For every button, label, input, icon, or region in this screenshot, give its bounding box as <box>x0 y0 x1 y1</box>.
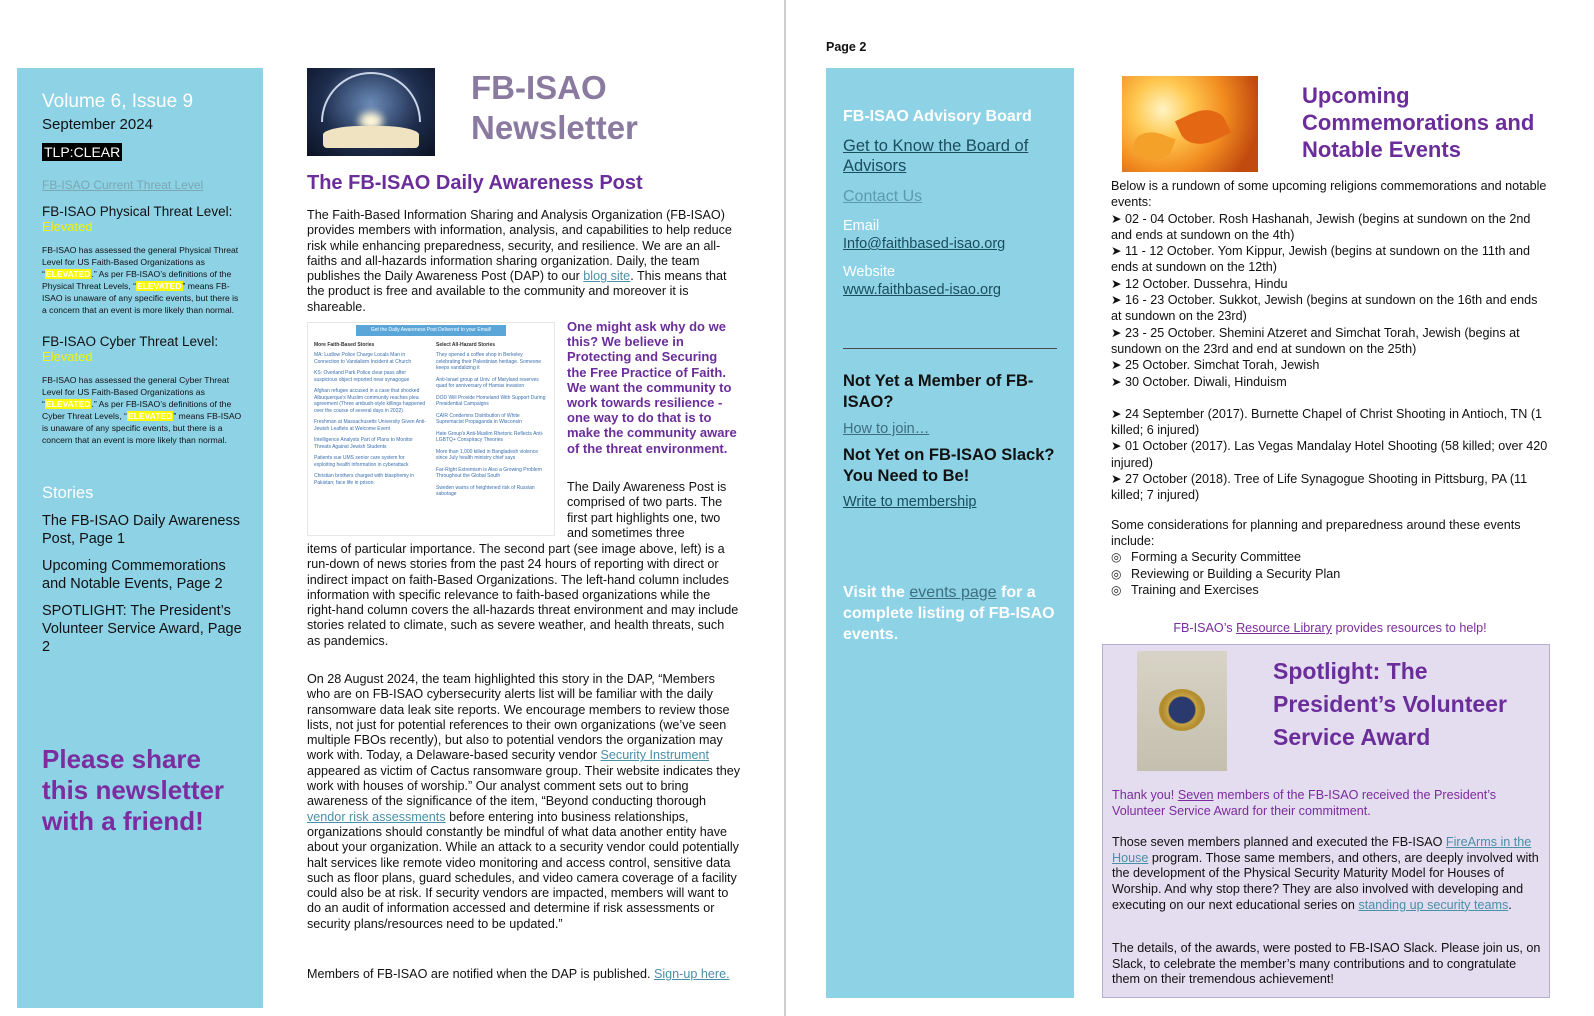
newsletter-logo-image <box>307 68 435 156</box>
signup-paragraph <box>307 967 741 982</box>
dap-story: More than 1,000 killed in Bangladesh violence since July health ministry chief says <box>436 448 539 461</box>
contact-us-link[interactable]: Contact Us <box>843 188 923 205</box>
tlp-badge: TLP:CLEAR <box>44 144 121 160</box>
intro-paragraph <box>307 208 741 315</box>
story-item: The FB-ISAO Daily Awareness Post, Page 1 <box>42 513 240 547</box>
text: provides resources to help! <box>1331 621 1487 635</box>
desc-text: ” means FB-ISAO is unaware of any specific events, but there is a concern that an event is more likely than normal. <box>42 281 239 315</box>
event-item: ➤ 16 - 23 October. Sukkot, Jewish (begins at sundown on the 16th and ends at sundown on the 23rd) <box>1111 293 1538 324</box>
slack-heading: Not Yet on FB-ISAO Slack? You Need to Be! <box>843 446 1055 485</box>
target-check-icon: ◎ <box>1111 550 1122 565</box>
physical-threat-description <box>42 244 245 316</box>
dap-story: They opened a coffee shop in Berkeley celebrating their Palestinian heritage. Someone keeps vandalizing it <box>436 352 542 371</box>
spotlight-heading: Spotlight: The President’s Volunteer Service Award <box>1273 658 1507 750</box>
blog-site-link[interactable]: blog site <box>583 269 631 284</box>
advisory-board-heading: FB-ISAO Advisory Board <box>843 108 1032 125</box>
dap-right-column <box>436 342 548 503</box>
dap-story: Sweden warns of heightened risk of Russian sabotage <box>436 484 535 497</box>
dap-banner: Get the Daily Awareness Post Delivered to your Email! <box>356 325 506 336</box>
dap-story: Patients sue UMS senior care system for exploiting health information in cyberattack <box>314 455 409 468</box>
text: On 28 August 2024, the team highlighted this story in the DAP, “Members who are on FB-ISAO cybersecurity alerts list will be familiar with the daily ransomware data leak site reports. We encourage members to review those lists, not just for potential references to their own organizations (we’ve seen multiple FBOs recently), but also to potential vendors the organization may work with. Today, a Delaware-based security vendor <box>307 672 730 763</box>
title-line: Newsletter <box>471 109 638 146</box>
page2-sidebar <box>826 68 1074 998</box>
page-divider <box>784 0 786 1016</box>
volume-issue: Volume 6, Issue 9 <box>42 91 194 112</box>
checklist-item <box>1111 549 1549 565</box>
security-teams-link[interactable]: standing up security teams <box>1358 897 1509 912</box>
dap-story: CAIR Condemns Distribution of White Supremacist Propaganda in Wisconsin <box>436 412 522 425</box>
dap-parts-paragraph-start: The Daily Awareness Post is comprised of two parts. The first part highlights one, two and sometimes three <box>567 480 727 540</box>
dap-story: Far-Right Extremism is Also a Growing Problem Throughout the Global South <box>436 466 542 479</box>
open-book-icon <box>323 126 419 148</box>
resource-library-link[interactable]: Resource Library <box>1236 621 1332 635</box>
event-item: ➤ 23 - 25 October. Shemini Atzeret and Simchat Torah, Jewish (begins at sundown on the 23rd and end at sundown on the 25th) <box>1111 325 1520 356</box>
event-item: ➤ 25 October. Simchat Torah, Jewish <box>1111 358 1320 373</box>
security-instrument-link[interactable]: Security Instrument <box>600 748 710 763</box>
medal-icon <box>1159 689 1205 731</box>
text: for a complete listing of FB-ISAO events. <box>843 584 1055 643</box>
dap-story: Freshman at Massachusetts University Given Anti-Jewish Leaflets at Welcome Event <box>314 419 426 432</box>
elevated-highlight: ELEVATED <box>45 399 91 409</box>
signup-link[interactable]: Sign-up here. <box>653 967 730 981</box>
event-item: ➤ 11 - 12 October. Yom Kippur, Jewish (begins at sundown on the 11th and ends at sundown on the 12th) <box>1111 244 1530 275</box>
considerations-intro: Some considerations for planning and preparedness around these events include: <box>1111 517 1521 548</box>
story-item: Upcoming Commemorations and Notable Events, Page 2 <box>42 558 226 592</box>
dap-parts-paragraph-rest: items of particular importance. The second part (see image above, left) is a run-down of news stories from the past 24 hours of reporting with direct or indirect impact on faith-Based Organizations. The left-hand column includes information with specific relevance to faith-based organizations while the right-hand column covers the all-hazards threat environment and may include stories related to climate, such as severe weather, and health threats, such as pandemics. <box>307 542 739 648</box>
dap-story: MA: Ludlow Police Charge Locals Man in Connection to Vandalism Incident at Church <box>314 352 412 365</box>
story-item: SPOTLIGHT: The President’s Volunteer Service Award, Page 2 <box>42 603 242 655</box>
thank-you-paragraph <box>1112 787 1542 819</box>
target-check-icon: ◎ <box>1111 582 1122 597</box>
firearms-in-the-house-link[interactable]: FireArms in the House <box>1112 835 1532 865</box>
text: before entering into business relationships, organizations should constantly be mindful of what data another entity have about your organization. While an attack to a security vendor could potentially halt services like remote video monitoring and access control, sensitive data such as floor plans, guard schedules, and video camera coverage of a facility could also be at risk. If security vendors are impacted, members will want to do an audit of information accessed and determine if risk assessments or security plans/resources need to be updated.” <box>307 809 739 931</box>
resource-library-note <box>1111 621 1549 635</box>
cyber-threat-heading <box>42 334 245 364</box>
membership-heading: Not Yet a Member of FB-ISAO? <box>843 372 1034 411</box>
spotlight-box <box>1102 644 1550 998</box>
leaf-icon <box>1130 126 1175 165</box>
website-label: Website <box>843 264 896 280</box>
email-label: Email <box>843 218 880 234</box>
text: Thank you! <box>1112 788 1178 802</box>
desc-text: FB-ISAO has assessed the general Physical Threat Level for US Faith-Based Organizations as “ <box>42 245 239 279</box>
cyber-threat-heading-text: FB-ISAO Cyber Threat Level: <box>42 334 219 349</box>
checklist-item <box>1111 582 1549 598</box>
text: The Faith-Based Information Sharing and Analysis Organization (FB-ISAO) provides members with information, analysis, and capabilities to help reduce risk while enhancing preparedness, security, and resilience. We are an all-faiths and all-hazards information sharing organization. Daily, the team publishes the Daily Awareness Post (DAP) to our <box>307 208 732 284</box>
desc-text: ” means FB-ISAO is unaware of any specific events, but there is a concern that an event is more likely than normal. <box>42 411 242 445</box>
share-newsletter: Please share this newsletter with a friend! <box>42 744 225 836</box>
checklist-text: Reviewing or Building a Security Plan <box>1131 566 1341 581</box>
upcoming-heading: Upcoming Commemorations and Notable Events <box>1302 83 1535 162</box>
checklist-item <box>1111 566 1549 582</box>
text: Visit the <box>843 584 910 601</box>
pull-quote: One might ask why do we this? We believe in Protecting and Securing the Free Practice of Faith. We want the community to work towards resilience - one way to do that is to make the community aware of the threat environment. <box>567 319 737 456</box>
leaf-icon <box>1175 102 1231 152</box>
anniversary-item: ➤ 01 October (2017). Las Vegas Mandalay Hotel Shooting (58 killed; over 420 injured) <box>1111 439 1548 470</box>
events-callout <box>843 582 1058 645</box>
page-number: Page 2 <box>826 40 867 54</box>
stories-heading: Stories <box>42 484 94 502</box>
dap-columns <box>314 342 548 503</box>
event-item: ➤ 30 October. Diwali, Hinduism <box>1111 374 1287 389</box>
text: Those seven members planned and executed the FB-ISAO <box>1112 835 1446 849</box>
text: Members of FB-ISAO are notified when the DAP is published. <box>307 967 654 981</box>
email-link[interactable]: Info@faithbased-isao.org <box>843 236 1006 252</box>
dap-right-heading: Select All-Hazard Stories <box>436 341 496 348</box>
dap-story: Afghan refugee accused in a case that shocked Albuquerque's Muslim community reaches plea agreement (Three ambush-style killings happened over the course of several days in 2022) <box>314 388 426 414</box>
event-item: ➤ 02 - 04 October. Rosh Hashanah, Jewish (begins at sundown on the 2nd and ends at sundown on the 4th) <box>1111 211 1531 242</box>
rundown-intro: Below is a rundown of some upcoming religions commemorations and notable events: <box>1111 179 1547 210</box>
dap-story: KS: Overland Park Police clear pass after suspicious object reported near synagogue <box>314 370 410 383</box>
text: appeared as victim of Cactus ransomware group. Their website indicates they work with houses of worship.” Our analyst comment sets out to bring awareness of the significance of the item, “Beyond conducting thorough <box>307 763 741 809</box>
write-to-membership-link[interactable]: Write to membership <box>843 494 977 510</box>
current-threat-level-link[interactable]: FB-ISAO Current Threat Level <box>42 178 204 192</box>
award-medal-image <box>1137 651 1227 771</box>
page1-sidebar <box>17 68 263 1008</box>
text: FB-ISAO’s <box>1173 621 1237 635</box>
desc-text: .” As per FB-ISAO’s definitions of the Cyber Threat Levels, “ <box>42 399 232 421</box>
dap-story: DOD Will Provide Homeland With Support During Presidential Campaigns <box>436 394 546 407</box>
elevated-highlight: ELEVATED <box>127 411 173 421</box>
dap-story: Intelligence Analysts Part of Plans to Monitor Threats Against Jewish Students <box>314 437 413 450</box>
section-heading: The FB-ISAO Daily Awareness Post <box>307 172 643 194</box>
dap-story: Anti-Israel group at Univ. of Maryland reserves quad for anniversary of Hamas invasion <box>436 376 539 389</box>
desc-text: .” As per FB-ISAO’s definitions of the Physical Threat Levels, “ <box>42 269 232 291</box>
dap-left-heading: More Faith-Based Stories <box>314 341 375 348</box>
dap-story: Hate Group's Anti-Muslim Rhetoric Reflects Anti-LGBTQ+ Conspiracy Theories <box>436 430 544 443</box>
anniversary-item: ➤ 24 September (2017). Burnette Chapel of Christ Shooting in Antioch, TN (1 killed; 6 injured) <box>1111 406 1543 438</box>
physical-threat-heading-text: FB-ISAO Physical Threat Level: <box>42 204 233 219</box>
checklist-text: Forming a Security Committee <box>1131 550 1302 565</box>
text: program. Those same members, and others, are deeply involved with the development of the Physical Security Maturity Model for Houses of Worship. And why stop there? They are also involved with developing and executing on our next educational series on <box>1112 850 1539 912</box>
text: members of the FB-ISAO received the President’s Volunteer Service Award for their commitment. <box>1112 788 1497 818</box>
anniversary-item: ➤ 27 October (2018). Tree of Life Synagogue Shooting in Pittsburg, PA (11 killed; 7 injured) <box>1111 472 1528 503</box>
slack-paragraph: The details, of the awards, were posted to FB-ISAO Slack. Please join us, on Slack, to celebrate the member’s many contributions and to congratulate them on their tremendous achievement! <box>1112 941 1541 987</box>
vendor-risk-link[interactable]: vendor risk assessments <box>307 809 446 824</box>
how-to-join-link[interactable]: How to join… <box>843 421 930 437</box>
physical-threat-level: Elevated <box>42 219 93 234</box>
title-line: FB-ISAO <box>471 69 607 106</box>
target-check-icon: ◎ <box>1111 566 1122 581</box>
dap-screenshot-image <box>307 322 555 536</box>
desc-text: FB-ISAO has assessed the general Cyber Threat Level for US Faith-Based Organizations as “ <box>42 375 230 409</box>
dap-left-column <box>314 342 426 503</box>
text: . This means that the product is free and available to the community and moreover it is shareable. <box>307 269 727 314</box>
highlight-story-paragraph <box>307 672 741 932</box>
website-link[interactable]: www.faithbased-isao.org <box>843 282 1001 298</box>
seven-link[interactable]: Seven <box>1177 788 1214 802</box>
elevated-highlight: ELEVATED <box>136 281 182 291</box>
events-rundown <box>1111 178 1549 598</box>
newsletter-title <box>471 68 638 148</box>
events-page-link[interactable]: events page <box>909 584 997 601</box>
board-of-advisors-link[interactable]: Get to Know the Board of Advisors <box>843 137 1029 175</box>
physical-threat-heading <box>42 204 245 234</box>
issue-date: September 2024 <box>42 116 153 133</box>
divider-rule <box>843 348 1057 349</box>
elevated-highlight: ELEVATED <box>45 269 91 279</box>
event-item: ➤ 12 October. Dussehra, Hindu <box>1111 276 1288 291</box>
cyber-threat-level: Elevated <box>42 349 93 364</box>
text: . <box>1508 897 1512 912</box>
dap-story: Christian brothers charged with blasphemy in Pakistan; face life in prison <box>314 473 415 486</box>
cyber-threat-description <box>42 374 245 446</box>
autumn-leaves-image <box>1122 76 1258 172</box>
checklist-text: Training and Exercises <box>1131 582 1259 597</box>
program-paragraph <box>1112 835 1542 914</box>
